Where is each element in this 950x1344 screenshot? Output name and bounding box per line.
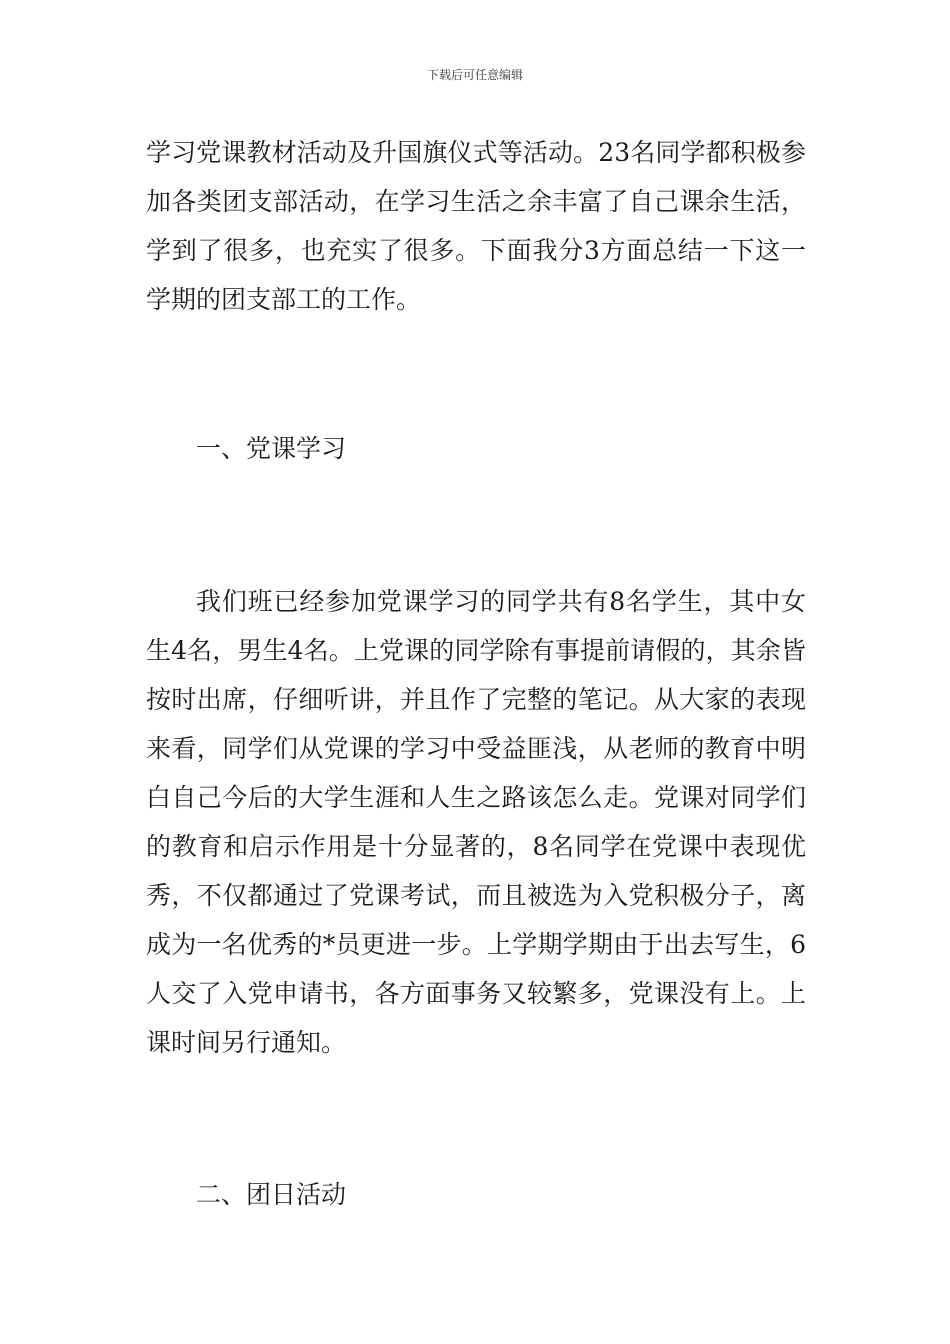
section-heading-party-class: 一、党课学习	[196, 434, 347, 463]
party-class-paragraph: 我们班已经参加党课学习的同学共有8名学生，其中女生4名，男生4名。上党课的同学除有事提前请假的，其余皆按时出席，仔细听讲，并且作了完整的笔记。从大家的表现来看，同学们从党课的学习中受益匪浅，从老师的教育中明白自己今后的大学生涯和人生之路该怎么走。党课对同学们的教育和启示作用是十分显著的，8名同学在党课中表现优秀，不仅都通过了党课考试，而且被选为入党积极分子，离成为一名优秀的*员更进一步。上学期学期由于出去写生，6人交了入党申请书，各方面事务又较繁多，党课没有上。上课时间另行通知。	[146, 587, 806, 1057]
intro-paragraph: 学习党课教材活动及升国旗仪式等活动。23名同学都积极参加各类团支部活动，在学习生活之余丰富了自己课余生活，学到了很多，也充实了很多。下面我分3方面总结一下这一学期的团支部工的工作。	[146, 138, 806, 314]
page-header-note: 下载后可任意编辑	[426, 68, 523, 82]
section-heading-league-day: 二、团日活动	[196, 1180, 347, 1209]
